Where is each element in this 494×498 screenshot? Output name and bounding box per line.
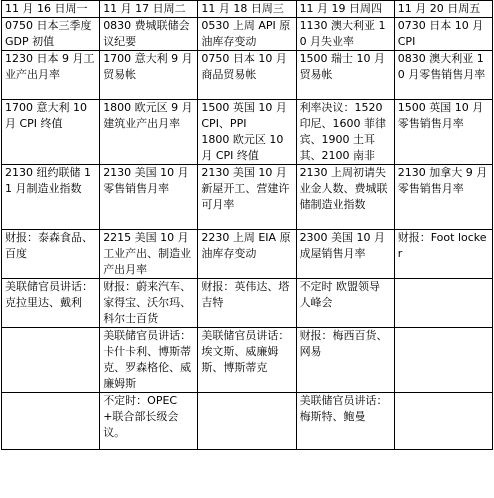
table-cell: 2130 加拿大 9 月零售销售月率 bbox=[394, 165, 492, 230]
table-cell: 财报：泰森食品、百度 bbox=[2, 230, 100, 279]
table-cell: 财报：Foot locker bbox=[394, 230, 492, 279]
table-cell: 1500 英国 10 月 CPI、PPI 1800 欧元区 10 月 CPI 终值 bbox=[198, 100, 296, 165]
table-cell: 不定时：OPEC+联合部长级会议。 bbox=[100, 393, 198, 450]
header-row bbox=[2, 1, 493, 18]
table-cell: 0750 日本三季度 GDP 初值 bbox=[2, 18, 100, 51]
table-cell: 2300 美国 10 月成屋销售月率 bbox=[296, 230, 394, 279]
table-row bbox=[2, 51, 493, 100]
table-row bbox=[2, 279, 493, 328]
table-cell: 美联储官员讲话：梅斯特、鲍曼 bbox=[296, 393, 394, 450]
table-row bbox=[2, 100, 493, 165]
table-cell: 1700 意大利 9 月贸易帐 bbox=[100, 51, 198, 100]
table-cell bbox=[394, 393, 492, 450]
column-header-friday: 11 月 20 日周五 bbox=[394, 1, 492, 18]
table-cell: 财报：梅西百货、网易 bbox=[296, 328, 394, 393]
table-cell: 美联储官员讲话：克拉里达、戴利 bbox=[2, 279, 100, 328]
table-cell: 0750 日本 10 月商品贸易帐 bbox=[198, 51, 296, 100]
table-cell: 财报：英伟达、塔吉特 bbox=[198, 279, 296, 328]
table-row bbox=[2, 393, 493, 450]
table-cell: 0530 上周 API 原油库存变动 bbox=[198, 18, 296, 51]
table-cell bbox=[394, 328, 492, 393]
table-cell: 2130 美国 10 月新屋开工、营建许可月率 bbox=[198, 165, 296, 230]
table-cell: 美联储官员讲话：卡什卡利、博斯蒂克、罗森格伦、威廉姆斯 bbox=[100, 328, 198, 393]
column-header-wednesday: 11 月 18 日周三 bbox=[198, 1, 296, 18]
table-cell bbox=[198, 393, 296, 450]
table-cell: 财报：蔚来汽车、家得宝、沃尔玛、科尔士百货 bbox=[100, 279, 198, 328]
column-header-monday: 11 月 16 日周一 bbox=[2, 1, 100, 18]
table-cell: 2130 上周初请失业金人数、费城联储制造业指数 bbox=[296, 165, 394, 230]
table-cell: 0730 日本 10 月 CPI bbox=[394, 18, 492, 51]
table-cell: 1230 日本 9 月工业产出月率 bbox=[2, 51, 100, 100]
column-header-tuesday: 11 月 17 日周二 bbox=[100, 1, 198, 18]
table-cell: 2130 纽约联储 11 月制造业指数 bbox=[2, 165, 100, 230]
table-row bbox=[2, 328, 493, 393]
table-cell: 1500 瑞士 10 月贸易帐 bbox=[296, 51, 394, 100]
table-cell: 2215 美国 10 月工业产出、制造业产出月率 bbox=[100, 230, 198, 279]
table-cell: 2130 美国 10 月零售销售月率 bbox=[100, 165, 198, 230]
table-row bbox=[2, 18, 493, 51]
table-cell: 2230 上周 EIA 原油库存变动 bbox=[198, 230, 296, 279]
table-cell bbox=[2, 328, 100, 393]
table-cell: 1700 意大利 10 月 CPI 终值 bbox=[2, 100, 100, 165]
table-cell: 不定时 欧盟领导人峰会 bbox=[296, 279, 394, 328]
table-row bbox=[2, 165, 493, 230]
column-header-thursday: 11 月 19 日周四 bbox=[296, 1, 394, 18]
table-cell bbox=[394, 279, 492, 328]
economic-calendar-table bbox=[1, 0, 493, 450]
table-cell: 美联储官员讲话：埃文斯、威廉姆斯、博斯蒂克 bbox=[198, 328, 296, 393]
table-cell: 0830 澳大利亚 10 月零售销售月率 bbox=[394, 51, 492, 100]
table-row bbox=[2, 230, 493, 279]
table-cell: 0830 费城联储会议纪要 bbox=[100, 18, 198, 51]
table-cell: 1500 英国 10 月零售销售月率 bbox=[394, 100, 492, 165]
table-cell: 1130 澳大利亚 10 月失业率 bbox=[296, 18, 394, 51]
table-cell: 利率决议：1520 印尼、1600 菲律宾、1900 土耳其、2100 南非 bbox=[296, 100, 394, 165]
table-cell: 1800 欧元区 9 月建筑业产出月率 bbox=[100, 100, 198, 165]
table-cell bbox=[2, 393, 100, 450]
